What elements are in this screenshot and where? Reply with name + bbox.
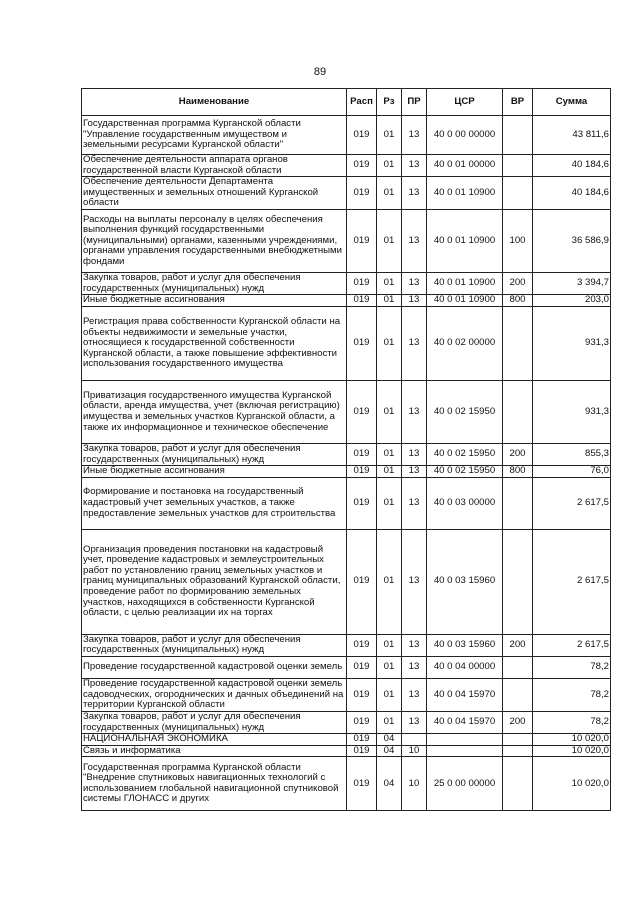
cell-vr: 200 [503,634,533,656]
cell-rz: 01 [377,656,402,678]
cell-sum: 78,2 [533,678,611,711]
cell-rasp: 019 [347,757,377,811]
cell-name: Регистрация права собственности Курганской области на объекты недвижимости и земельные участки, относящиеся к государственной собственности Курганской области, а также повышение эффективности использования государственного имущества [82,306,347,380]
table-row [82,711,611,733]
page-number: 89 [313,66,327,78]
cell-rz: 01 [377,634,402,656]
table-row [82,210,611,273]
cell-rasp: 019 [347,745,377,757]
cell-csr: 40 0 02 15950 [427,443,503,465]
cell-pr: 10 [402,745,427,757]
table-row [82,466,611,478]
cell-name: Связь и информатика [82,745,347,757]
cell-pr: 13 [402,295,427,307]
cell-csr: 40 0 00 00000 [427,116,503,155]
cell-rasp: 019 [347,634,377,656]
cell-csr: 40 0 01 10900 [427,273,503,295]
cell-pr: 13 [402,656,427,678]
table-row [82,295,611,307]
cell-name: Организация проведения постановки на кадастровый учет, проведение кадастровых и землеустроительных работ по установлению границ земельных участков и границ муниципальных образований Курганской области, проведение работ по формированию земельных участков, находящихся в собственности Курганской области, с целью реализации их на торгах [82,529,347,634]
cell-vr [503,656,533,678]
cell-rz: 01 [377,711,402,733]
cell-pr: 13 [402,678,427,711]
cell-sum: 931,3 [533,380,611,443]
cell-vr: 100 [503,210,533,273]
cell-rz: 01 [377,210,402,273]
cell-sum: 78,2 [533,711,611,733]
cell-rasp: 019 [347,711,377,733]
cell-rz: 01 [377,443,402,465]
table-row [82,678,611,711]
cell-vr [503,477,533,529]
table-row [82,306,611,380]
cell-name: Обеспечение деятельности аппарата органов государственной власти Курганской области [82,155,347,177]
cell-rasp: 019 [347,477,377,529]
cell-rz: 01 [377,116,402,155]
cell-sum: 40 184,6 [533,155,611,177]
cell-vr [503,757,533,811]
table-row [82,477,611,529]
cell-csr: 25 0 00 00000 [427,757,503,811]
header-pr: ПР [402,89,427,116]
cell-csr [427,734,503,746]
cell-rz: 01 [377,477,402,529]
cell-name: Формирование и постановка на государственный кадастровый учет земельных участков, а также предоставление земельных участков для строительства [82,477,347,529]
cell-vr [503,177,533,210]
cell-rasp: 019 [347,380,377,443]
cell-vr: 800 [503,295,533,307]
cell-vr: 200 [503,273,533,295]
cell-csr: 40 0 03 15960 [427,634,503,656]
cell-rasp: 019 [347,177,377,210]
cell-sum: 76,0 [533,466,611,478]
cell-name: Приватизация государственного имущества Курганской области, аренда имущества, учет (включая регистрацию) имущества и земельных участков Курганской области, а также их информационное и техническое обеспечение [82,380,347,443]
cell-rz: 04 [377,734,402,746]
cell-sum: 2 617,5 [533,634,611,656]
header-vr: ВР [503,89,533,116]
cell-name: Закупка товаров, работ и услуг для обеспечения государственных (муниципальных) нужд [82,711,347,733]
table-row [82,116,611,155]
cell-name: Проведение государственной кадастровой оценки земель садоводческих, огороднических и дачных объединений на территории Курганской области [82,678,347,711]
cell-rasp: 019 [347,273,377,295]
cell-pr: 13 [402,634,427,656]
cell-rasp: 019 [347,210,377,273]
cell-rz: 01 [377,273,402,295]
cell-vr [503,734,533,746]
cell-name: Расходы на выплаты персоналу в целях обеспечения выполнения функций государственными (муниципальными) органами, казенными учреждениями, органами управления государственными внебюджетными фондами [82,210,347,273]
cell-sum: 10 020,0 [533,734,611,746]
cell-rz: 01 [377,678,402,711]
cell-rz: 01 [377,295,402,307]
cell-rasp: 019 [347,529,377,634]
cell-csr: 40 0 03 00000 [427,477,503,529]
table-row [82,380,611,443]
cell-csr: 40 0 01 10900 [427,295,503,307]
table-row [82,273,611,295]
cell-pr: 13 [402,306,427,380]
cell-rasp: 019 [347,116,377,155]
cell-csr: 40 0 01 10900 [427,177,503,210]
cell-name: Государственная программа Курганской области "Внедрение спутниковых навигационных технологий с использованием глобальной навигационной спутниковой системы ГЛОНАСС и других [82,757,347,811]
cell-rasp: 019 [347,466,377,478]
cell-pr: 13 [402,380,427,443]
header-sum: Сумма [533,89,611,116]
cell-vr [503,116,533,155]
cell-csr: 40 0 04 15970 [427,711,503,733]
cell-vr: 200 [503,443,533,465]
cell-pr [402,734,427,746]
header-rz: Рз [377,89,402,116]
cell-rz: 01 [377,177,402,210]
cell-rz: 01 [377,529,402,634]
cell-rasp: 019 [347,678,377,711]
cell-vr [503,678,533,711]
cell-sum: 36 586,9 [533,210,611,273]
cell-name: Иные бюджетные ассигнования [82,295,347,307]
cell-rasp: 019 [347,295,377,307]
table-row [82,443,611,465]
cell-sum: 10 020,0 [533,745,611,757]
cell-sum: 10 020,0 [533,757,611,811]
cell-csr: 40 0 02 00000 [427,306,503,380]
cell-vr [503,745,533,757]
cell-csr: 40 0 04 00000 [427,656,503,678]
cell-sum: 2 617,5 [533,529,611,634]
cell-vr: 200 [503,711,533,733]
table-row [82,177,611,210]
header-rasp: Расп [347,89,377,116]
cell-pr: 13 [402,155,427,177]
cell-rasp: 019 [347,656,377,678]
cell-csr: 40 0 01 10900 [427,210,503,273]
cell-sum: 43 811,6 [533,116,611,155]
cell-sum: 855,3 [533,443,611,465]
cell-rasp: 019 [347,306,377,380]
cell-name: НАЦИОНАЛЬНАЯ ЭКОНОМИКА [82,734,347,746]
cell-rz: 01 [377,306,402,380]
cell-name: Государственная программа Курганской области "Управление государственным имуществом и земельными ресурсами Курганской области" [82,116,347,155]
table-row [82,734,611,746]
cell-pr: 13 [402,711,427,733]
cell-csr: 40 0 03 15960 [427,529,503,634]
cell-pr: 13 [402,273,427,295]
cell-vr [503,306,533,380]
cell-rz: 04 [377,745,402,757]
cell-rasp: 019 [347,734,377,746]
cell-pr: 13 [402,116,427,155]
cell-vr: 800 [503,466,533,478]
table-row [82,529,611,634]
cell-pr: 13 [402,443,427,465]
cell-rz: 04 [377,757,402,811]
table-row [82,745,611,757]
cell-sum: 78,2 [533,656,611,678]
cell-pr: 13 [402,177,427,210]
cell-sum: 2 617,5 [533,477,611,529]
cell-vr [503,155,533,177]
cell-name: Закупка товаров, работ и услуг для обеспечения государственных (муниципальных) нужд [82,634,347,656]
cell-sum: 931,3 [533,306,611,380]
table-body [82,116,611,811]
cell-rz: 01 [377,380,402,443]
cell-vr [503,380,533,443]
cell-sum: 40 184,6 [533,177,611,210]
cell-csr: 40 0 02 15950 [427,466,503,478]
cell-csr [427,745,503,757]
cell-csr: 40 0 01 00000 [427,155,503,177]
cell-csr: 40 0 02 15950 [427,380,503,443]
header-row [82,89,611,116]
cell-csr: 40 0 04 15970 [427,678,503,711]
table-row [82,656,611,678]
table-row [82,757,611,811]
cell-name: Проведение государственной кадастровой оценки земель [82,656,347,678]
cell-pr: 13 [402,477,427,529]
cell-pr: 13 [402,529,427,634]
cell-name: Обеспечение деятельности Департамента имущественных и земельных отношений Курганской области [82,177,347,210]
cell-pr: 13 [402,466,427,478]
cell-rz: 01 [377,155,402,177]
cell-pr: 13 [402,210,427,273]
cell-sum: 3 394,7 [533,273,611,295]
cell-name: Закупка товаров, работ и услуг для обеспечения государственных (муниципальных) нужд [82,443,347,465]
budget-table [81,88,611,811]
cell-name: Иные бюджетные ассигнования [82,466,347,478]
header-name: Наименование [82,89,347,116]
cell-rz: 01 [377,466,402,478]
table-row [82,634,611,656]
cell-name: Закупка товаров, работ и услуг для обеспечения государственных (муниципальных) нужд [82,273,347,295]
header-csr: ЦСР [427,89,503,116]
cell-vr [503,529,533,634]
cell-rasp: 019 [347,443,377,465]
table-row [82,155,611,177]
cell-sum: 203,0 [533,295,611,307]
cell-rasp: 019 [347,155,377,177]
cell-pr: 10 [402,757,427,811]
